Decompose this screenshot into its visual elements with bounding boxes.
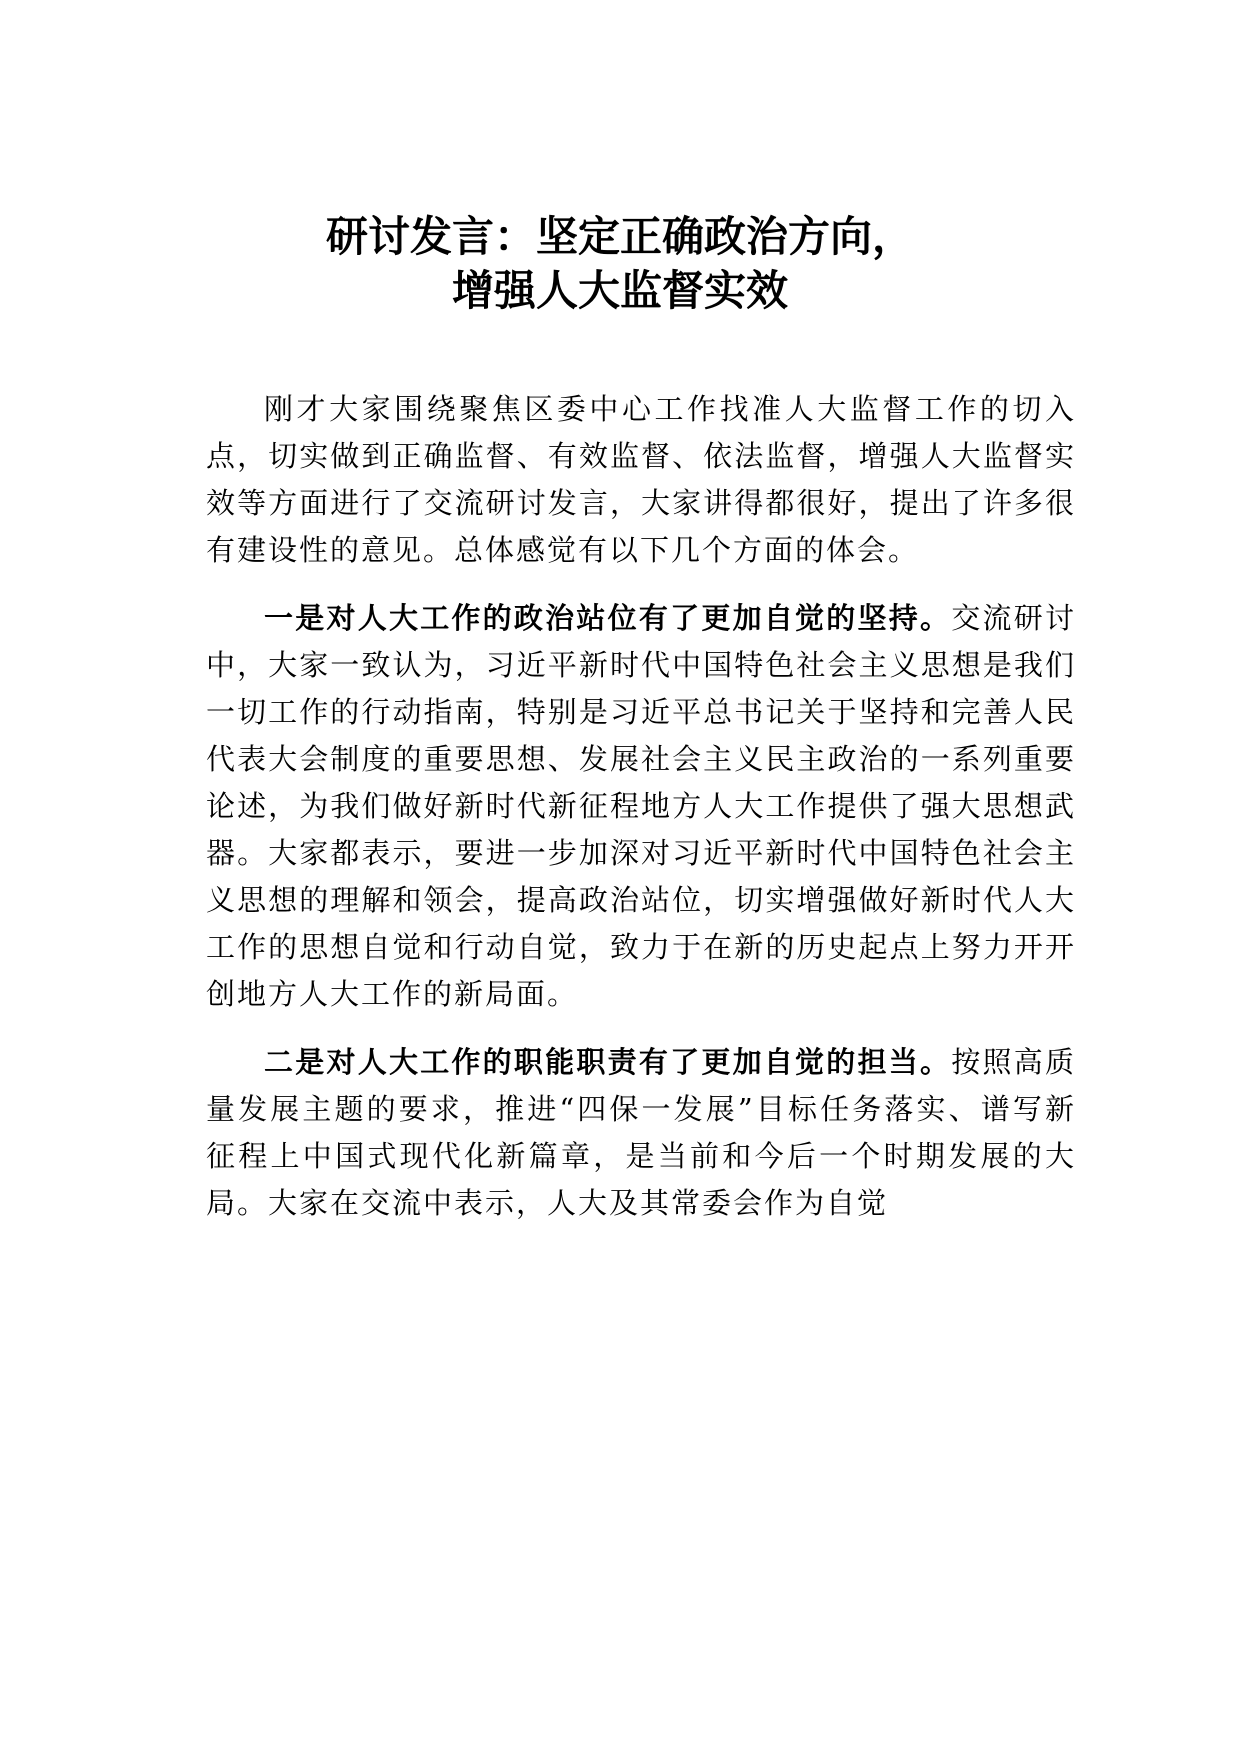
document-body (206, 386, 1076, 1248)
title-line-2: 增强人大监督实效 (451, 266, 788, 315)
paragraph-text: 刚才大家围绕聚焦区委中心工作找准人大监督工作的切入点，切实做到正确监督、有效监督、依法监督，增强人大监督实效等方面进行了交流研讨发言，大家讲得都很好，提出了许多很有建设性的意见。总体感觉有以下几个方面的体会。 (206, 392, 1076, 567)
paragraph-point-one (206, 595, 1076, 1018)
title-line-1: 研讨发言：坚定正确政治方向， (325, 212, 914, 261)
document-title (0, 210, 1240, 318)
paragraph-intro (206, 386, 1076, 574)
paragraph-point-two (206, 1039, 1076, 1227)
paragraph-lead: 二是对人大工作的职能职责有了更加自觉的担当。 (264, 1045, 952, 1079)
paragraph-text: 交流研讨中，大家一致认为，习近平新时代中国特色社会主义思想是我们一切工作的行动指南，特别是习近平总书记关于坚持和完善人民代表大会制度的重要思想、发展社会主义民主政治的一系列重要论述，为我们做好新时代新征程地方人大工作提供了强大思想武器。大家都表示，要进一步加深对习近平新时代中国特色社会主义思想的理解和领会，提高政治站位，切实增强做好新时代人大工作的思想自觉和行动自觉，致力于在新的历史起点上努力开开创地方人大工作的新局面。 (206, 601, 1076, 1011)
paragraph-text: 按照高质量发展主题的要求，推进“四保一发展”目标任务落实、谱写新征程上中国式现代化新篇章，是当前和今后一个时期发展的大局。大家在交流中表示，人大及其常委会作为自觉 (206, 1045, 1076, 1220)
paragraph-lead: 一是对人大工作的政治站位有了更加自觉的坚持。 (264, 601, 952, 635)
